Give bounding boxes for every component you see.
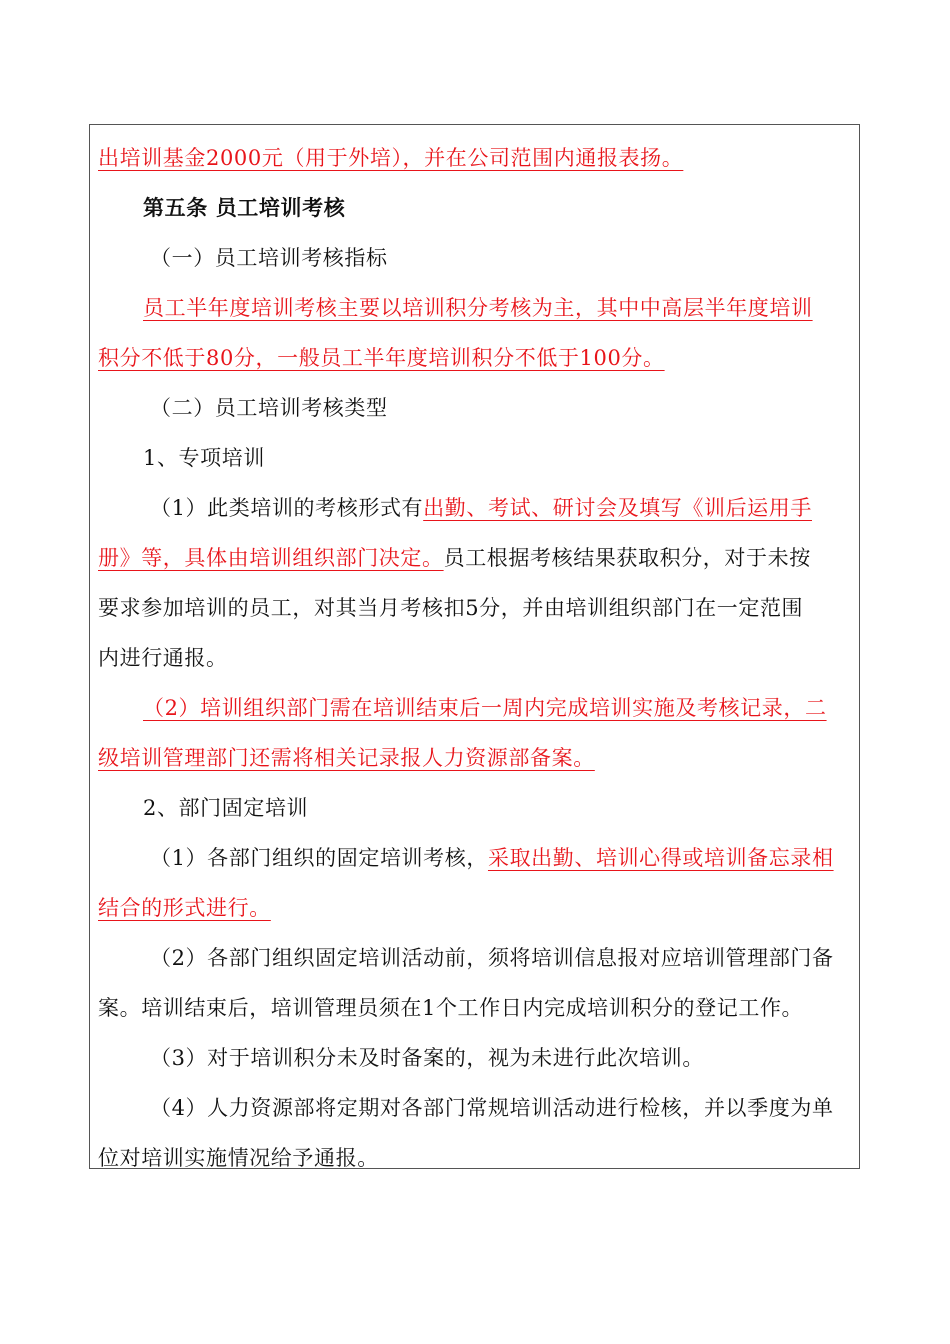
paragraph-line — [98, 283, 896, 333]
paragraph-line: 位对培训实施情况给予通报。 — [98, 1146, 379, 1170]
highlighted-text: （2）培训组织部门需在培训结束后一周内完成培训实施及考核记录，二 — [143, 696, 827, 720]
plain-text: 员工根据考核结果获取积分，对于未按 — [443, 546, 811, 570]
highlighted-text: 级培训管理部门还需将相关记录报人力资源部备案。 — [98, 746, 595, 770]
paragraph-line — [98, 133, 851, 183]
item-heading: 1、专项培训 — [143, 446, 265, 470]
highlighted-text: 结合的形式进行。 — [98, 896, 271, 920]
paragraph-line: 要求参加培训的员工，对其当月考核扣5分，并由培训组织部门在一定范围 — [98, 596, 804, 620]
section-heading: （二）员工培训考核类型 — [150, 396, 388, 420]
plain-text: （1）各部门组织的固定培训考核， — [150, 846, 488, 870]
highlighted-text: 出勤、考试、研讨会及填写《训后运用手 — [423, 496, 812, 520]
highlighted-text: 册》等，具体由培训组织部门决定。 — [98, 546, 444, 570]
highlighted-text: 员工半年度培训考核主要以培训积分考核为主，其中中高层半年度培训 — [143, 296, 813, 320]
highlighted-text: 积分不低于80分，一般员工半年度培训积分不低于100分。 — [98, 346, 665, 370]
highlighted-text: 采取出勤、培训心得或培训备忘录相 — [487, 846, 834, 870]
paragraph-line — [98, 733, 851, 783]
paragraph-line — [98, 683, 896, 733]
paragraph-line: 内进行通报。 — [98, 646, 228, 670]
paragraph-line — [98, 483, 903, 533]
highlighted-text: 出培训基金2000元（用于外培），并在公司范围内通报表扬。 — [98, 146, 684, 170]
article-title: 第五条 员工培训考核 — [143, 195, 346, 220]
paragraph-line: （3）对于培训积分未及时备案的，视为未进行此次培训。 — [150, 1046, 704, 1070]
paragraph-line: 案。培训结束后，培训管理员须在1个工作日内完成培训积分的登记工作。 — [98, 996, 804, 1020]
paragraph-line — [98, 833, 903, 883]
paragraph-line — [98, 333, 851, 383]
paragraph-line: （2）各部门组织固定培训活动前，须将培训信息报对应培训管理部门备 — [150, 946, 834, 970]
item-heading: 2、部门固定培训 — [143, 796, 309, 820]
content-table-cell — [89, 124, 860, 1169]
paragraph-line — [98, 883, 851, 933]
section-heading: （一）员工培训考核指标 — [150, 246, 388, 270]
paragraph-line: （4）人力资源部将定期对各部门常规培训活动进行检核，并以季度为单 — [150, 1096, 834, 1120]
plain-text: （1）此类培训的考核形式有 — [150, 496, 424, 520]
paragraph-line — [98, 533, 851, 583]
